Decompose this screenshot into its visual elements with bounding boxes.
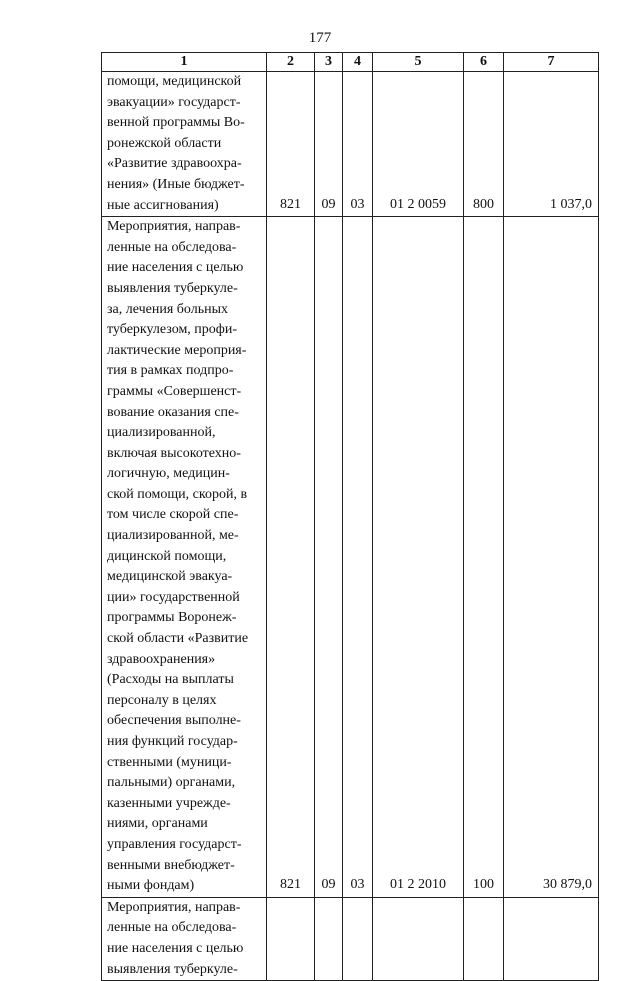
table-row — [102, 217, 599, 898]
subsection-code: 03 — [343, 217, 373, 898]
ministry-code: 821 — [267, 72, 315, 217]
empty-cell — [267, 897, 315, 980]
empty-cell — [373, 897, 464, 980]
row-description: Мероприятия, направ- ленные на обследова- ние населения с целью выявления туберкуле- — [102, 897, 267, 980]
empty-cell — [315, 897, 343, 980]
expense-type-code: 100 — [464, 217, 504, 898]
col-header-4: 4 — [343, 53, 373, 72]
col-header-6: 6 — [464, 53, 504, 72]
amount-value: 1 037,0 — [504, 72, 599, 217]
empty-cell — [504, 897, 599, 980]
row-description: помощи, медицинской эвакуации» государст- венной программы Во- ронежской области «Развитие здравоохра- нения» (Иные бюджет- ные ассигнования) — [102, 72, 267, 217]
subsection-code: 03 — [343, 72, 373, 217]
budget-table — [101, 52, 599, 981]
col-header-2: 2 — [267, 53, 315, 72]
amount-value: 30 879,0 — [504, 217, 599, 898]
row-description: Мероприятия, направ- ленные на обследова- ние населения с целью выявления туберкуле- за, лечения больных туберкулезом, профи- лактические мероприя- тия в рамках подпро- граммы «Совершенст- вование оказания спе- циализированной, включая высокотехно- логичную, медицин- ской помощи, скорой, в том числе скорой спе- циализированной, ме- дицинской помощи, медицинской эвакуа- ции» государственной программы Воронеж- ской области «Развитие здравоохранения» (Расходы на выплаты персоналу в целях обеспечения выполне- ния функций государ- ственными (муници- пальными) органами, казенными учрежде- ниями, органами управления государст- венными внебюджет- ными фондам) — [102, 217, 267, 898]
section-code: 09 — [315, 217, 343, 898]
table-row — [102, 72, 599, 217]
col-header-5: 5 — [373, 53, 464, 72]
ministry-code: 821 — [267, 217, 315, 898]
expense-type-code: 800 — [464, 72, 504, 217]
page-number: 177 — [308, 30, 332, 46]
empty-cell — [343, 897, 373, 980]
section-code: 09 — [315, 72, 343, 217]
table-row — [102, 897, 599, 980]
header-row — [102, 53, 599, 72]
col-header-1: 1 — [102, 53, 267, 72]
col-header-3: 3 — [315, 53, 343, 72]
target-code: 01 2 2010 — [373, 217, 464, 898]
empty-cell — [464, 897, 504, 980]
col-header-7: 7 — [504, 53, 599, 72]
target-code: 01 2 0059 — [373, 72, 464, 217]
